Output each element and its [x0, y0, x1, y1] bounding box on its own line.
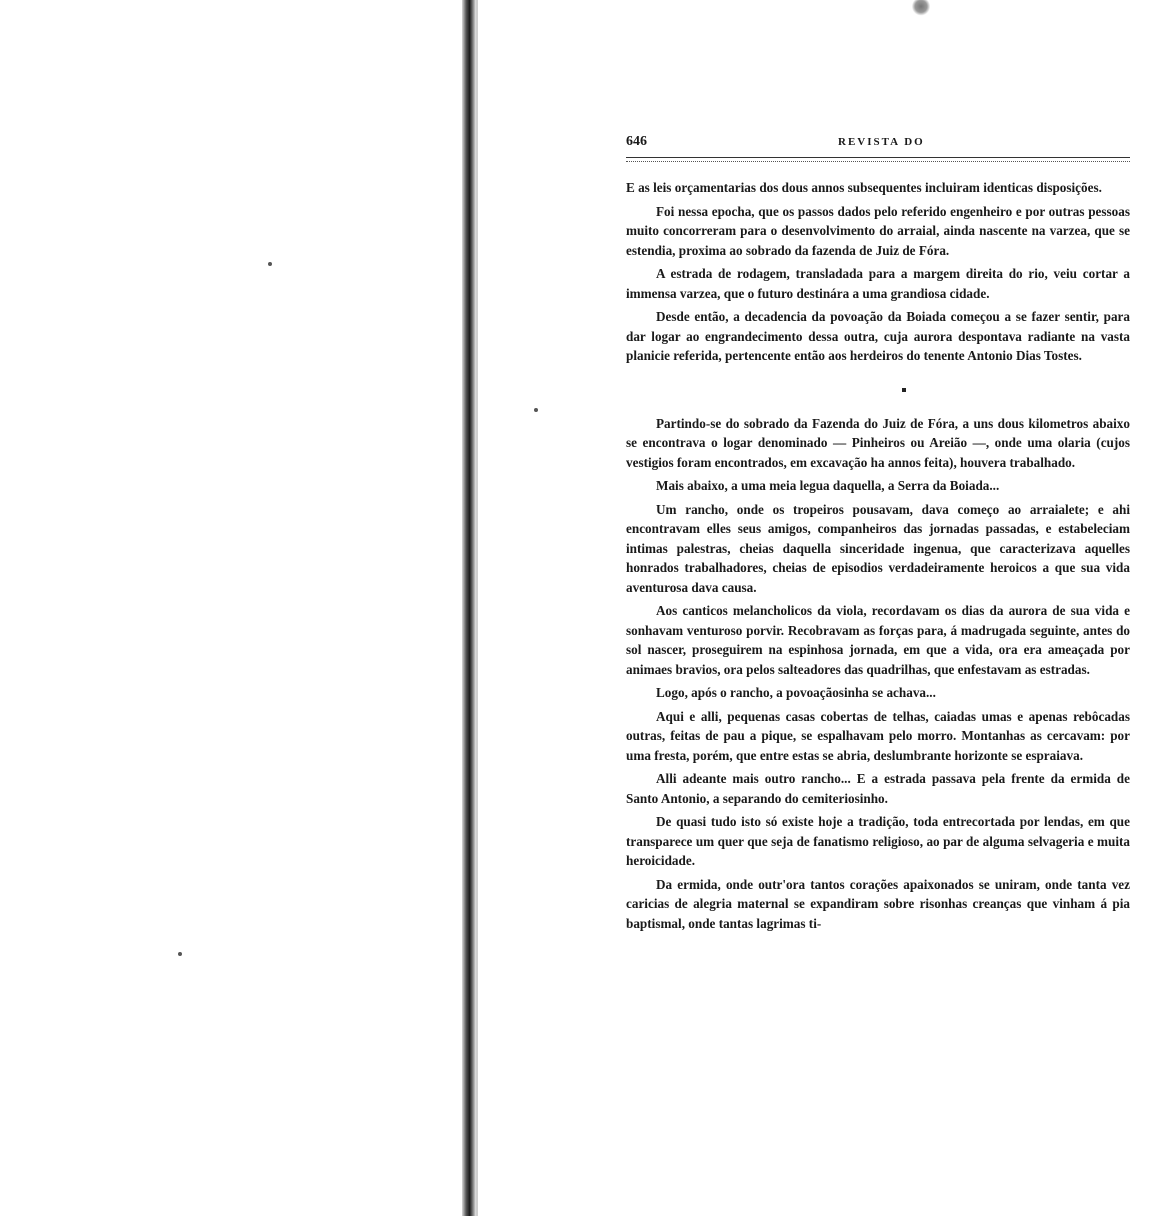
section-dot — [902, 388, 906, 392]
paragraph: A estrada de rodagem, transladada para a margem direita do rio, veiu cortar a immensa varzea, que o futuro destinára a uma grandiosa cidade. — [626, 266, 1130, 301]
scan-speck — [268, 262, 272, 266]
paragraph: Mais abaixo, a uma meia legua daquella, a Serra da Boiada... — [656, 478, 1000, 493]
paragraph: Aos canticos melancholicos da viola, recordavam os dias da aurora de sua vida e sonhavam venturoso porvir. Recobravam as forças para, á madrugada seguinte, antes do sol nascer, proseguirem na espinhosa jornada, em que a vida, ora era ameaçada por animaes bravios, ora pelos salteadores das quadrilhas, que enfestavam as estradas. — [626, 603, 1130, 677]
scan-speck — [178, 952, 182, 956]
paragraph: Logo, após o rancho, a povoaçãosinha se achava... — [656, 685, 936, 700]
paragraph: Alli adeante mais outro rancho... E a estrada passava pela frente da ermida de Santo Antonio, a separando do cemiteriosinho. — [626, 771, 1130, 806]
page-edge — [476, 0, 478, 1216]
paragraph: Foi nessa epocha, que os passos dados pelo referido engenheiro e por outras pessoas muito concorreram para o desenvolvimento do arraial, ainda nascente na varzea, que se estendia, proxima ao sobrado da fazenda de Juiz de Fóra. — [626, 203, 1130, 258]
paragraph: Da ermida, onde outr'ora tantos corações apaixonados se uniram, onde tanta vez caricias de alegria maternal se expandiram sobre risonhas creanças que vinham á pia baptismal, onde tantas lagrimas ti- — [626, 876, 1130, 931]
paragraph: De quasi tudo isto só existe hoje a tradição, toda entrecortada por lendas, em que transparece um quer que seja de fanatismo religioso, ao par de alguma selvageria e muita heroicidade. — [626, 814, 1130, 868]
page-number: 646 — [626, 134, 647, 149]
book-spine — [462, 0, 476, 1216]
body-text — [626, 178, 1130, 937]
paragraph: Aqui e alli, pequenas casas cobertas de telhas, caiadas umas e apenas rebôcadas outras, feitas de pau a pique, se espalhavam pelo morro. Montanhas as cercavam: por uma fresta, porém, que entre estas se abria, deslumbrante horizonte se espraiava. — [626, 708, 1130, 763]
section-break — [626, 370, 1130, 414]
running-head: REVISTA DO — [838, 136, 925, 148]
paragraph: E as leis orçamentarias dos dous annos subsequentes incluiram identicas disposições. — [626, 180, 1102, 195]
paragraph: Desde então, a decadencia da povoação da Boiada começou a se fazer sentir, para dar logar ao engrandecimento dessa outra, cuja aurora despontava radiante na vasta planicie referida, pertencente então aos herdeiros do tenente Antonio Dias Tostes. — [626, 309, 1130, 363]
page-header — [626, 134, 1130, 156]
scan-speck — [534, 408, 538, 412]
header-rule — [626, 157, 1130, 162]
paragraph: Um rancho, onde os tropeiros pousavam, dava começo ao arraialete; e ahi encontravam elles seus amigos, companheiros das jornadas passadas, e estabeleciam intimas palestras, cheias daquella sinceridade ingenua, que caracterizava aquelles honrados trabalhadores, cheias de episodios verdadeiramente heroicos a que sua vida aventurosa dava causa. — [626, 501, 1130, 595]
paragraph: Partindo-se do sobrado da Fazenda do Juiz de Fóra, a uns dous kilometros abaixo se encontrava o logar denominado — Pinheiros ou Areião —, onde uma olaria (cujos vestigios foram encontrados, em excavação ha annos feita), houvera trabalhado. — [626, 415, 1130, 470]
scan-blemish — [912, 0, 930, 16]
